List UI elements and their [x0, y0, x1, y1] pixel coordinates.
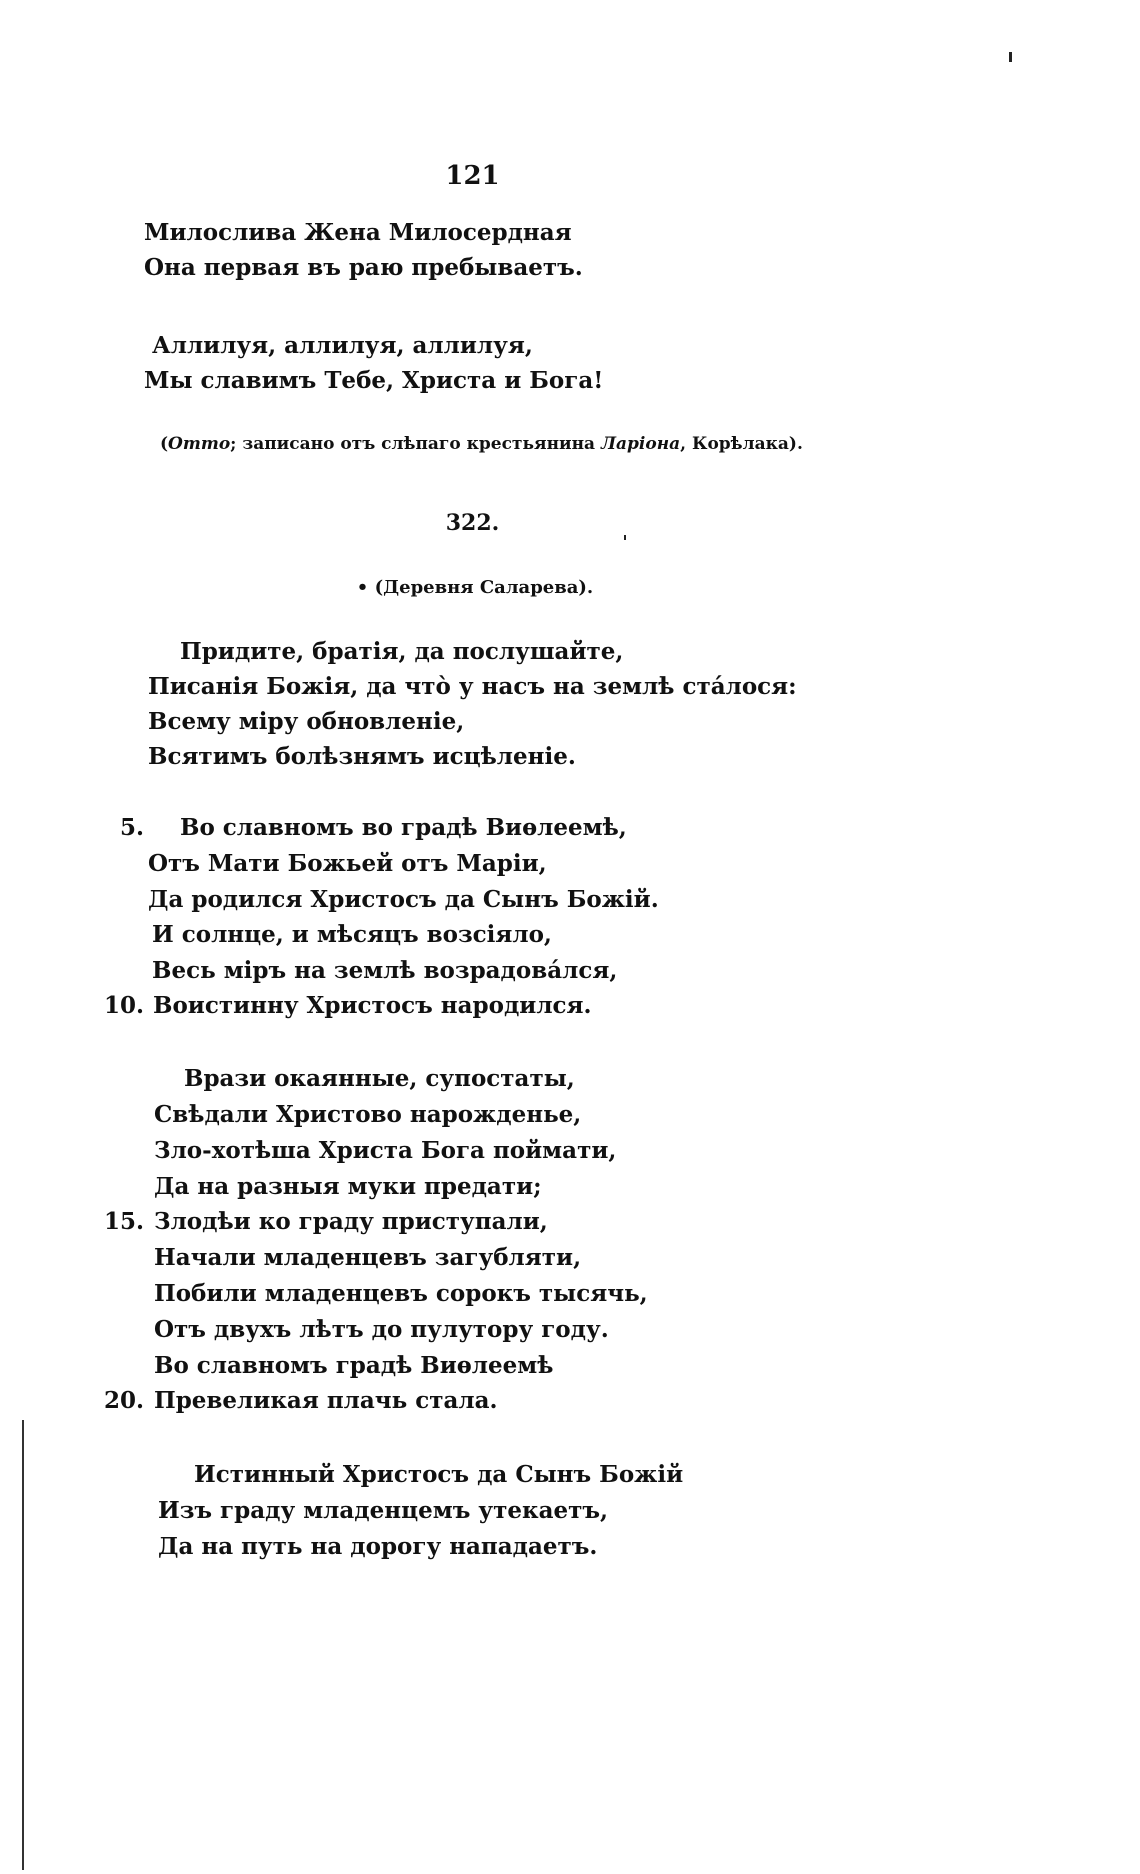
line-number: 5. — [119, 814, 144, 841]
verse-line: Всятимъ болѣзнямъ исцѣленіе. — [148, 743, 576, 770]
page-number: 121 — [445, 161, 500, 191]
verse-line: Превеликая плачь стала. — [154, 1387, 498, 1414]
verse-line: Свѣдали Христово нарожденье, — [154, 1101, 582, 1128]
line-number: 20. — [103, 1387, 144, 1414]
singer-name: Ларіона — [601, 434, 681, 454]
bullet-mark: • — [356, 577, 369, 598]
verse-line: Она первая въ раю пребываетъ. — [144, 254, 583, 281]
verse-line: Милослива Жена Милосердная — [144, 219, 572, 246]
verse-line: Писанія Божія, да что̀ у насъ на землѣ ста́лося: — [148, 673, 797, 700]
collector-name: Отто — [168, 434, 231, 454]
line-number: 15. — [103, 1208, 144, 1235]
verse-line: Врази окаянные, супостаты, — [184, 1065, 575, 1092]
verse-line: Во славномъ градѣ Виѳлеемѣ — [154, 1352, 554, 1379]
source-note-text: ; записано отъ слѣпаго крестьянина — [230, 434, 601, 454]
verse-line: Мы славимъ Тебе, Христа и Бога! — [144, 367, 604, 394]
verse-line: Зло-хотѣша Христа Бога поймати, — [154, 1137, 617, 1164]
verse-line: И солнце, и мѣсяцъ возсіяло, — [152, 921, 552, 948]
source-note-open: ( — [160, 434, 169, 454]
verse-line: Аллилуя, аллилуя, аллилуя, — [152, 332, 533, 359]
source-note-tail: , Корѣлака). — [680, 434, 803, 454]
page-edge-line — [22, 1420, 24, 1870]
source-note — [160, 434, 803, 454]
verse-line: Отъ Мати Божьей отъ Маріи, — [148, 850, 547, 877]
verse-line: Истинный Христосъ да Сынъ Божій — [194, 1461, 684, 1488]
verse-line: Придите, братія, да послушайте, — [180, 638, 624, 665]
scan-mark — [1009, 52, 1012, 62]
verse-line: Да на разныя муки предати; — [154, 1173, 542, 1200]
line-number: 10. — [103, 992, 144, 1019]
verse-line: Весь міръ на землѣ возрадова́лся, — [152, 957, 618, 984]
verse-line: Во славномъ во градѣ Виѳлеемѣ, — [180, 814, 627, 841]
verse-line: Да на путь на дорогу нападаетъ. — [158, 1533, 598, 1560]
village-name: (Деревня Саларева). — [374, 577, 594, 598]
verse-line: Злодѣи ко граду приступали, — [154, 1208, 548, 1235]
verse-line: Отъ двухъ лѣтъ до пулутору году. — [154, 1316, 609, 1343]
verse-line: Побили младенцевъ сорокъ тысячь, — [154, 1280, 648, 1307]
village-heading — [0, 577, 950, 598]
verse-line: Изъ граду младенцемъ утекаетъ, — [158, 1497, 609, 1524]
verse-line: Всему міру обновленіе, — [148, 708, 465, 735]
verse-line: Начали младенцевъ загубляти, — [154, 1244, 582, 1271]
poem-number: 322. — [445, 510, 500, 536]
verse-line: Да родился Христосъ да Сынъ Божій. — [148, 886, 659, 913]
verse-line: Воистинну Христосъ народился. — [153, 992, 592, 1019]
